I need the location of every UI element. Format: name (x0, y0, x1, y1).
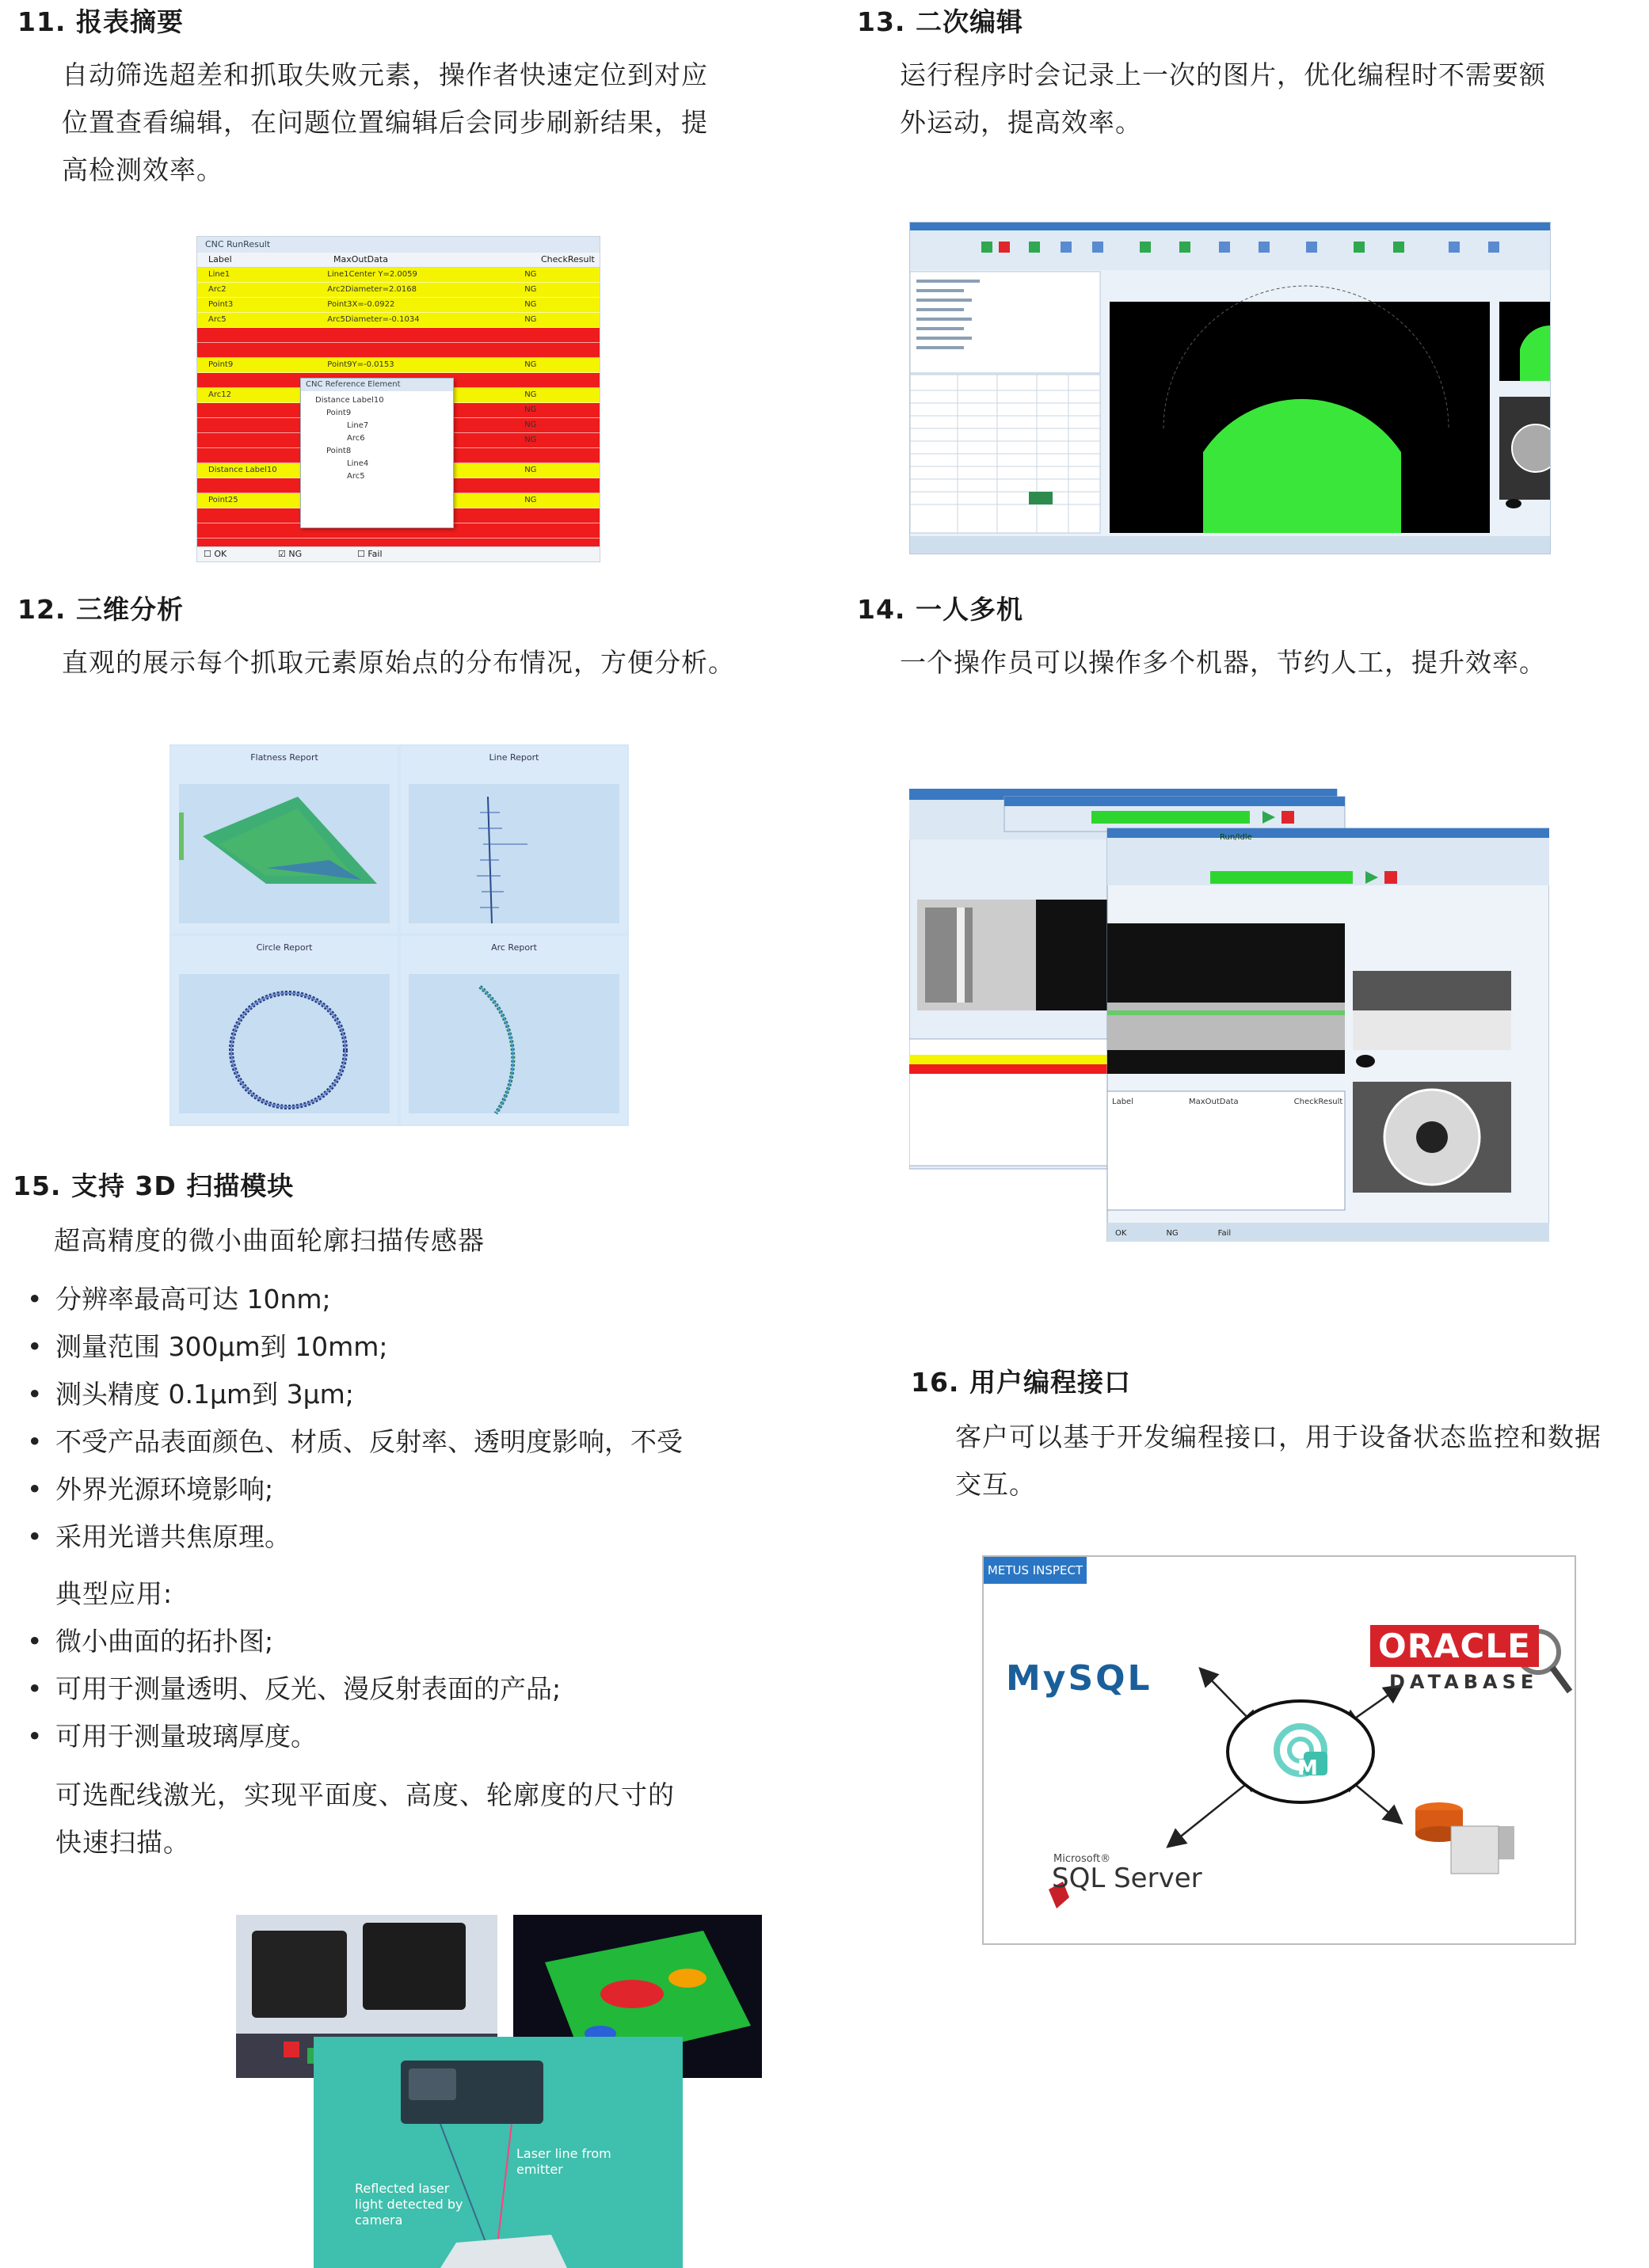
table-cell: Point25 (208, 496, 238, 504)
window-title: CNC RunResult (197, 237, 600, 253)
panel-title: Arc Report (491, 942, 537, 953)
checkbox-label: Fail (368, 549, 383, 559)
paragraph-line: 外运动，提高效率。 (900, 107, 1142, 138)
table-cell: NG (524, 300, 537, 309)
popup-title: CNC Reference Element (301, 379, 453, 391)
editor-illustration (910, 223, 1550, 554)
checkbox-label: NG (288, 549, 303, 559)
section-report-summary (17, 2, 825, 194)
table-cell: NG (524, 466, 537, 474)
report-panel (401, 936, 627, 1124)
table-row[interactable] (197, 343, 600, 358)
tree-item[interactable]: Line4 (347, 459, 369, 468)
table-cell: NG (524, 360, 537, 369)
table-cell (197, 343, 319, 357)
section-secondary-editing (857, 2, 1633, 147)
table-row[interactable] (197, 268, 600, 283)
ng-checkbox[interactable]: ☑ NG (278, 549, 303, 559)
section-3d-scan (13, 1166, 836, 1867)
oracle-logo: ORACLE (1370, 1625, 1539, 1667)
column-header: CheckResult (541, 254, 595, 264)
table-cell (516, 508, 600, 523)
section-title: 16. 用户编程接口 (911, 1367, 1131, 1398)
panel-title: Flatness Report (250, 752, 318, 763)
paragraph-line: 高检测效率。 (62, 154, 223, 185)
tree-item[interactable]: Line7 (347, 421, 369, 430)
table-cell: Point3X=-0.0922 (327, 300, 395, 309)
table-cell: NG (524, 390, 537, 399)
table-header (197, 253, 600, 268)
report-panel (171, 746, 398, 933)
column-header: MaxOutData (333, 254, 388, 264)
table-cell: Arc5Diameter=-0.1034 (327, 315, 420, 324)
paragraph-line: 自动筛选超差和抓取失败元素，操作者快速定位到对应 (62, 59, 708, 90)
feature-list (22, 1276, 836, 1561)
mysql-logo (1006, 1658, 1152, 1699)
report-panel (171, 936, 398, 1124)
table-row[interactable] (197, 313, 600, 328)
table-cell: Point3 (208, 300, 234, 309)
reflected-label: Reflected laser light detected by camera (355, 2181, 463, 2228)
table-cell: Line1Center Y=2.0059 (327, 270, 417, 279)
ok-checkbox[interactable]: ☐ OK (204, 549, 227, 559)
table-row[interactable] (197, 328, 600, 343)
list-item: • 测量范围 300μm到 10mm; (22, 1323, 836, 1371)
section-title: 15. 支持 3D 扫描模块 (13, 1170, 295, 1201)
tree-item[interactable]: Point9 (326, 409, 352, 417)
multi-window-illustration (909, 789, 1549, 1242)
table-cell (516, 373, 600, 387)
fail-checkbox[interactable]: ☐ Fail (357, 549, 383, 559)
result-table-header (1112, 1098, 1342, 1106)
list-item: • 可用于测量玻璃厚度。 (22, 1713, 836, 1760)
analysis-reports-screenshot (169, 744, 629, 1126)
line-plot (401, 765, 627, 931)
table-cell (516, 478, 600, 493)
table-cell: Point9 (208, 360, 234, 369)
table-cell (516, 523, 600, 538)
paragraph-line: 快速扫描。 (55, 1827, 190, 1858)
list-item: • 可用于测量透明、反光、漫反射表面的产品; (22, 1665, 836, 1713)
table-cell (319, 328, 516, 342)
paragraph-line: 一个操作员可以操作多个机器，节约人工，提升效率。 (900, 647, 1546, 678)
filter-bar (1115, 1229, 1231, 1238)
table-cell: Line1 (208, 270, 230, 279)
reference-popup (300, 378, 454, 528)
microsoft-label: Microsoft® (1053, 1853, 1111, 1865)
list-item: • 不受产品表面颜色、材质、反射率、透明度影响，不受 (22, 1418, 836, 1466)
paragraph-line: 可选配线激光，实现平面度、高度、轮廓度的尺寸的 (55, 1779, 675, 1810)
fail-checkbox[interactable]: Fail (1217, 1229, 1232, 1238)
table-row[interactable] (197, 358, 600, 373)
run-status-label: Run/Idle (1220, 833, 1252, 842)
table-cell: Point9Y=-0.0153 (327, 360, 394, 369)
run-result-screenshot (196, 236, 600, 562)
table-row[interactable] (197, 283, 600, 298)
paragraph-line: 客户可以基于开发编程接口，用于设备状态监控和数据 (955, 1421, 1601, 1452)
product-badge: METUS INSPECT (984, 1557, 1087, 1584)
section-title: 13. 二次编辑 (857, 6, 1023, 37)
table-cell (197, 328, 319, 342)
table-cell: Arc2Diameter=2.0168 (327, 285, 417, 294)
report-panel (401, 746, 627, 933)
program-editor-screenshot (909, 222, 1551, 554)
api-integration-diagram (982, 1555, 1576, 1945)
emitter-label: Laser line from emitter (516, 2146, 611, 2177)
section-multi-machine (857, 589, 1633, 687)
table-cell: Arc5 (208, 315, 227, 324)
paragraph-line: 交互。 (955, 1469, 1036, 1500)
column-header: MaxOutData (1188, 1098, 1239, 1106)
panel-title: Line Report (489, 752, 539, 763)
column-header: CheckResult (1293, 1098, 1343, 1106)
table-row[interactable] (197, 298, 600, 313)
ok-checkbox[interactable]: OK (1115, 1229, 1127, 1238)
sqlserver-logo: SQL Server (1052, 1863, 1202, 1894)
column-header: Label (208, 254, 232, 264)
typical-applications-heading: 典型应用: (55, 1578, 173, 1609)
application-list (22, 1618, 836, 1760)
list-item: • 微小曲面的拓扑图; (22, 1618, 836, 1665)
table-cell (516, 343, 600, 357)
flatness-plot (171, 765, 398, 931)
list-item: • 采用光谱共焦原理。 (22, 1513, 836, 1561)
paragraph-line: 直观的展示每个抓取元素原始点的分布情况，方便分析。 (62, 647, 735, 678)
metus-logo-icon: M (1297, 1756, 1318, 1780)
laser-diagram (314, 2037, 683, 2268)
tree-item[interactable]: Distance Label10 (315, 396, 384, 405)
circle-plot (171, 955, 398, 1121)
list-item-continuation: • 外界光源环境影响; (22, 1466, 836, 1513)
table-cell: NG (524, 496, 537, 504)
table-cell (319, 343, 516, 357)
panel-title: Circle Report (256, 942, 313, 953)
database-label: DATABASE (1389, 1671, 1539, 1693)
table-cell (516, 448, 600, 462)
tree-item[interactable]: Arc6 (347, 434, 365, 443)
multi-machine-screenshot (909, 789, 1549, 1242)
subtitle: 超高精度的微小曲面轮廓扫描传感器 (54, 1225, 485, 1256)
section-user-api (911, 1362, 1639, 1509)
checkbox-label: OK (214, 549, 227, 559)
list-item: • 分辨率最高可达 10nm; (22, 1276, 836, 1323)
arc-plot (401, 955, 627, 1121)
section-3d-analysis (17, 589, 825, 687)
table-cell: NG (524, 405, 537, 414)
table-cell: NG (524, 315, 537, 324)
table-cell: Distance Label10 (208, 466, 277, 474)
ng-checkbox[interactable]: NG (1166, 1229, 1179, 1238)
list-item: • 测头精度 0.1μm到 3μm; (22, 1371, 836, 1418)
section-title: 14. 一人多机 (857, 594, 1023, 625)
laser-line-illustration (314, 2037, 683, 2268)
mysql-text: MySQL (1006, 1658, 1152, 1699)
table-cell: NG (524, 270, 537, 279)
paragraph-line: 位置查看编辑，在问题位置编辑后会同步刷新结果，提 (62, 107, 708, 138)
table-cell: NG (524, 285, 537, 294)
table-cell (516, 328, 600, 342)
tree-item[interactable]: Point8 (326, 447, 352, 455)
table-cell: NG (524, 436, 537, 444)
section-title: 11. 报表摘要 (17, 6, 184, 37)
table-cell: Arc12 (208, 390, 231, 399)
filter-bar (197, 546, 600, 561)
paragraph-line: 运行程序时会记录上一次的图片，优化编程时不需要额 (900, 59, 1546, 90)
section-title: 12. 三维分析 (17, 594, 184, 625)
tree-item[interactable]: Arc5 (347, 472, 365, 481)
column-header: Label (1112, 1098, 1133, 1106)
table-cell: NG (524, 420, 537, 429)
table-cell: Arc2 (208, 285, 227, 294)
